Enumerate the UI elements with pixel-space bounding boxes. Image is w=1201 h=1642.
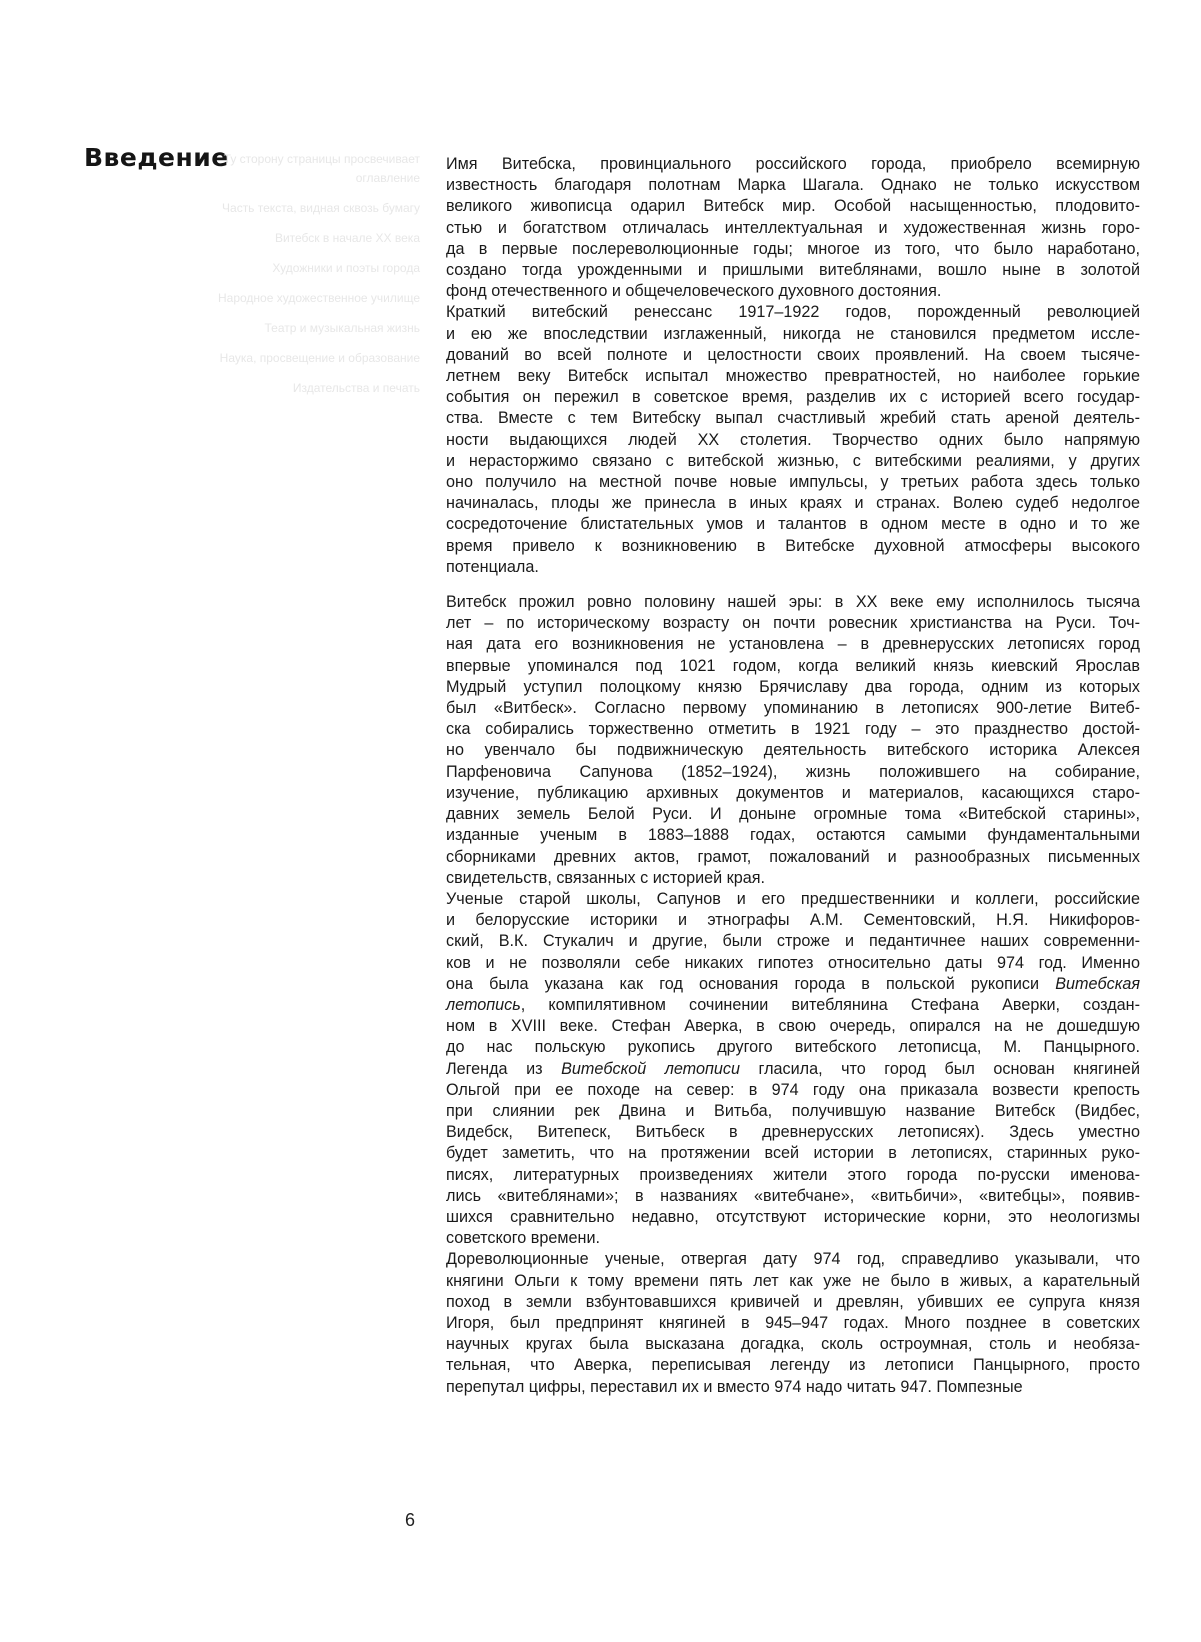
text-line: лись «витеблянами»; в названиях «витебчане», «витьбичи», «витебцы», появив- [446, 1186, 1140, 1205]
text-line: ная дата его возникновения не установлена – в древнерусских летописях город [446, 635, 1140, 654]
text-line: был «Витбеск». Согласно первому упоминанию в летописях 900-летие Витеб- [446, 699, 1140, 718]
text-line: Мудрый уступил полоцкому князю Брячиславу два города, одним из которых [446, 677, 1140, 696]
text-line: изучение, публикацию архивных документов и материалов, касающихся старо- [446, 783, 1140, 802]
paragraph [446, 592, 1140, 889]
text-line: дований во всей полноте и целостности своих проявлений. На своем тысяче- [446, 345, 1140, 364]
bleed-through-line: Народное художественное училище [218, 291, 420, 305]
paragraph [446, 1249, 1140, 1397]
text-line: тельная, что Аверка, переписывая легенду из летописи Панцырного, просто [446, 1356, 1140, 1375]
paragraph-gap [446, 578, 1140, 592]
text-line: ский, В.К. Стукалич и другие, были строже и педантичнее наших современни- [446, 932, 1140, 951]
bleed-through-line: Театр и музыкальная жизнь [264, 321, 420, 335]
text-line: события он пережил в советское время, разделив их с историей всего государ- [446, 388, 1140, 407]
text-line: Ольгой при ее походе на север: в 974 году она приказала возвести крепость [446, 1080, 1140, 1099]
text-line: поход в земли взбунтовавшихся кривичей и древлян, убивших ее супруга князя [446, 1292, 1140, 1311]
bleed-through-line: Издательства и печать [292, 381, 420, 395]
main-text [446, 154, 1140, 1398]
text-line: ства. Вместе с тем Витебску выпал счастливый жребий стать ареной деятель- [446, 409, 1140, 428]
text-line: великого живописца одарил Витебск мир. Особой насыщенностью, плодовито- [446, 197, 1140, 216]
page-number: 6 [405, 1510, 416, 1530]
text-line: писях, литературных произведениях жители этого города по-русски именова- [446, 1165, 1140, 1184]
bleed-through-line: Часть текста, видная сквозь бумагу [222, 201, 420, 215]
text-line: шихся сравнительно недавно, отсутствуют исторические корни, это неологизмы [446, 1207, 1140, 1226]
text-line: Видебск, Витепеск, Витьбеск в древнерусских летописях). Здесь уместно [446, 1123, 1140, 1142]
text-line: время привело к возникновению в Витебске духовной атмосферы высокого [446, 536, 1140, 555]
text-line: свидетельств, связанных с историей края. [446, 868, 766, 887]
paragraph [446, 154, 1140, 302]
text-line: Парфеновича Сапунова (1852–1924), жизнь положившего на собирание, [446, 762, 1140, 781]
text-line: летопись, компилятивном сочинении витеблянина Стефана Аверки, создан- [446, 995, 1140, 1014]
text-line: изданные ученым в 1883–1888 годах, остаются самыми фундаментальными [446, 826, 1140, 845]
text-line: оно получило на местной почве новые импульсы, у третьих работа здесь только [446, 473, 1140, 492]
text-line: Имя Витебска, провинциального российского города, приобрело всемирную [446, 155, 1140, 173]
text-line: известность благодаря полотнам Марка Шагала. Однако не только искусством [446, 176, 1140, 195]
text-line: впервые упоминался под 1021 годом, когда великий князь киевский Ярослав [446, 656, 1140, 675]
text-line: да в первые послереволюционные годы; многое из того, что было наработано, [446, 239, 1140, 258]
text-line: летнем веку Витебск испытал множество превратностей, но наиболее горькие [446, 367, 1140, 386]
text-line: и нерасторжимо связано с витебской жизнью, с витебскими реалиями, у других [446, 451, 1140, 470]
text-line: княгини Ольги к тому времени пять лет как уже не было в живых, а карательный [446, 1271, 1140, 1290]
text-line: начиналась, плоды же принесла в иных краях и странах. Волею судеб недолгое [446, 494, 1140, 513]
paragraph [446, 302, 1140, 578]
text-line: она была указана как год основания города в польской рукописи Витебская [446, 974, 1140, 993]
bleed-through-line: Наука, просвещение и образование [219, 351, 420, 365]
bleed-through-line: Ту сторону страницы просвечивает оглавление [223, 152, 420, 185]
text-line: сосредоточение блистательных умов и талантов в одном месте в одно и то же [446, 515, 1140, 534]
text-line: ности выдающихся людей XX столетия. Творчество одних было напрямую [446, 430, 1140, 449]
text-line: Краткий витебский ренессанс 1917–1922 годов, порожденный революцией [446, 303, 1140, 322]
text-line: потенциала. [446, 557, 539, 576]
text-line: Легенда из Витебской летописи гласила, что город был основан княгиней [446, 1059, 1140, 1078]
text-line: Ученые старой школы, Сапунов и его предшественники и коллеги, российские [446, 889, 1140, 908]
bleed-through-text [215, 150, 420, 409]
text-line: будет заметить, что на протяжении всей истории в летописях, старинных руко- [446, 1144, 1140, 1163]
text-line: ска собирались торжественно отметить в 1921 году – это празднество достой- [446, 720, 1140, 739]
page-title: Введение [84, 143, 229, 172]
text-line: и белорусские историки и этнографы А.М. Сементовский, Н.Я. Никифоров- [446, 911, 1140, 930]
paragraph [446, 889, 1140, 1249]
text-line: и ею же впоследствии изглаженный, никогда не становился предметом иссле- [446, 324, 1140, 343]
text-line: сборниками древних актов, грамот, пожалований и разнообразных письменных [446, 847, 1140, 866]
text-line: создано тогда урожденными и пришлыми витеблянами, вошло ныне в золотой [446, 261, 1140, 280]
text-line: Дореволюционные ученые, отвергая дату 974 год, справедливо указывали, что [446, 1250, 1140, 1269]
text-line: ном в XVIII веке. Стефан Аверка, в свою очередь, опирался на не дошедшую [446, 1017, 1140, 1036]
text-line: советского времени. [446, 1229, 601, 1248]
bleed-through-line: Художники и поэты города [272, 261, 420, 275]
text-line: при слиянии рек Двина и Витьба, получившую название Витебск (Видбес, [446, 1101, 1140, 1120]
bleed-through-line: Витебск в начале ХХ века [274, 231, 420, 245]
text-line: стью и богатством отличалась интеллектуальная и художественная жизнь горо- [446, 218, 1140, 237]
text-line: до нас польскую рукопись другого витебского летописца, М. Панцырного. [446, 1038, 1140, 1057]
text-line: Игоря, был предпринят княгиней в 945–947 годах. Много позднее в советских [446, 1313, 1140, 1332]
text-line: лет – по историческому возрасту он почти ровесник христианства на Руси. Точ- [446, 614, 1140, 633]
text-line: Витебск прожил ровно половину нашей эры: в XX веке ему исполнилось тысяча [446, 593, 1140, 612]
text-line: перепутал цифры, переставил их и вместо 974 надо читать 947. Помпезные [446, 1377, 1023, 1396]
text-line: давних земель Белой Руси. И доныне огромные тома «Витебской старины», [446, 805, 1140, 824]
text-line: ков и не позволяли себе никаких гипотез относительно даты 974 год. Именно [446, 953, 1140, 972]
text-line: но увенчало бы подвижническую деятельность витебского историка Алексея [446, 741, 1140, 760]
text-line: фонд отечественного и общечеловеческого духовного достояния. [446, 282, 942, 301]
text-line: научных кругах была высказана догадка, сколь остроумная, столь и необяза- [446, 1335, 1140, 1354]
